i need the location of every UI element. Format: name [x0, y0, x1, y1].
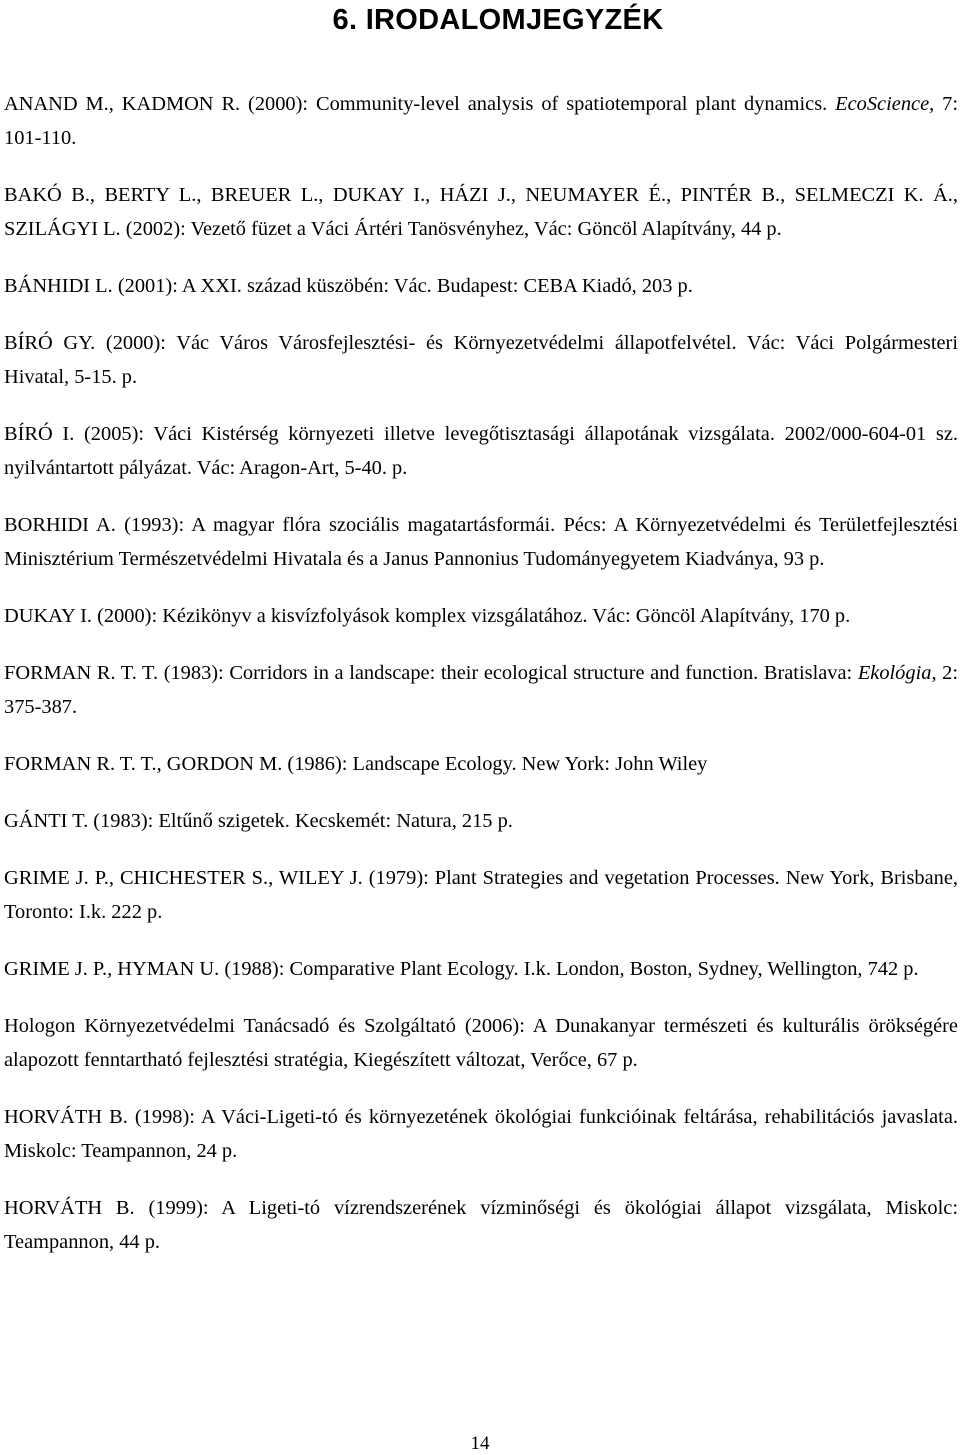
- reference-text: HORVÁTH B. (1998): A Váci-Ligeti-tó és környezetének ökológiai funkcióinak feltárása, rehabilitációs javaslata. Miskolc: Teampannon, 24 p.: [4, 1106, 958, 1162]
- reference-text: BÍRÓ I. (2005): Váci Kistérség környezeti illetve levegőtisztasági állapotának vizsgálata. 2002/000-604-01 sz. nyilvántartott pályázat. Vác: Aragon-Art, 5-40. p.: [4, 423, 958, 479]
- reference-entry: [4, 747, 958, 781]
- journal-title: EcoScience: [835, 93, 930, 115]
- reference-text: FORMAN R. T. T. (1983): Corridors in a landscape: their ecological structure and function. Bratislava:: [4, 662, 858, 684]
- page-number: 14: [470, 1433, 490, 1454]
- reference-list: [4, 87, 958, 1282]
- reference-entry: [4, 1009, 958, 1077]
- reference-entry: [4, 269, 958, 303]
- reference-text: Hologon Környezetvédelmi Tanácsadó és Szolgáltató (2006): A Dunakanyar természeti és kulturális örökségére alapozott fenntartható fejlesztési stratégia, Kiegészített változat, Verőce, 67 p.: [4, 1015, 958, 1071]
- reference-entry: [4, 861, 958, 929]
- reference-text: ANAND M., KADMON R. (2000): Community-level analysis of spatiotemporal plant dynamics.: [4, 93, 836, 115]
- reference-text: BÁNHIDI L. (2001): A XXI. század küszöbén: Vác. Budapest: CEBA Kiadó, 203 p.: [4, 275, 693, 297]
- section-heading: 6. IRODALOMJEGYZÉK: [332, 4, 664, 36]
- journal-title: Ekológia: [857, 662, 932, 684]
- reference-text: GRIME J. P., HYMAN U. (1988): Comparative Plant Ecology. I.k. London, Boston, Sydney, Wellington, 742 p.: [4, 958, 919, 980]
- reference-entry: [4, 656, 958, 724]
- reference-entry: [4, 804, 958, 838]
- reference-entry: [4, 178, 958, 246]
- reference-entry: [4, 1100, 958, 1168]
- reference-text: DUKAY I. (2000): Kézikönyv a kisvízfolyások komplex vizsgálatához. Vác: Göncöl Alapítvány, 170 p.: [4, 605, 851, 627]
- reference-text: BAKÓ B., BERTY L., BREUER L., DUKAY I., HÁZI J., NEUMAYER É., PINTÉR B., SELMECZI K. Á., SZILÁGYI L. (2002): Vezető füzet a Váci Ártéri Tanösvényhez, Vác: Göncöl Alapítvány, 44 p.: [4, 184, 958, 240]
- reference-text: , 2: 375-387.: [4, 662, 958, 718]
- reference-entry: [4, 326, 958, 394]
- reference-entry: [4, 599, 958, 633]
- reference-entry: [4, 508, 958, 576]
- reference-text: , 7: 101-110.: [4, 93, 958, 149]
- reference-entry: [4, 87, 958, 155]
- reference-text: FORMAN R. T. T., GORDON M. (1986): Landscape Ecology. New York: John Wiley: [4, 753, 708, 775]
- reference-text: HORVÁTH B. (1999): A Ligeti-tó vízrendszerének vízminőségi és ökológiai állapot vizsgálata, Miskolc: Teampannon, 44 p.: [4, 1197, 958, 1253]
- reference-entry: [4, 952, 958, 986]
- reference-text: GRIME J. P., CHICHESTER S., WILEY J. (1979): Plant Strategies and vegetation Processes. New York, Brisbane, Toronto: I.k. 222 p.: [4, 867, 958, 923]
- reference-text: BORHIDI A. (1993): A magyar flóra szociális magatartásformái. Pécs: A Környezetvédelmi és Területfejlesztési Minisztérium Természetvédelmi Hivatala és a Janus Pannonius Tudományegyetem Kiadványa, 93 p.: [4, 514, 958, 570]
- reference-entry: [4, 417, 958, 485]
- reference-text: BÍRÓ GY. (2000): Vác Város Városfejlesztési- és Környezetvédelmi állapotfelvétel. Vác: Váci Polgármesteri Hivatal, 5-15. p.: [4, 332, 958, 388]
- reference-text: GÁNTI T. (1983): Eltűnő szigetek. Kecskemét: Natura, 215 p.: [4, 810, 513, 832]
- reference-entry: [4, 1191, 958, 1259]
